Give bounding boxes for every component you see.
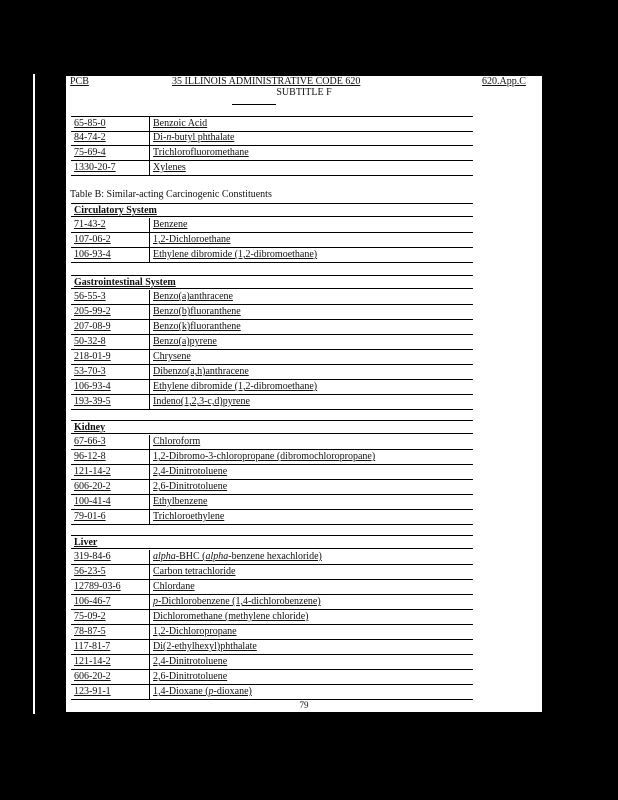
- table-b-caption: Table B: Similar-acting Carcinogenic Constituents: [70, 189, 272, 200]
- header-code: 35 ILLINOIS ADMINISTRATIVE CODE 620: [172, 76, 361, 87]
- cas-number: 79-01-6: [74, 511, 106, 522]
- header-section: 620.App.C: [482, 76, 526, 87]
- chemical-name: Chloroform: [149, 435, 477, 449]
- chemical-name: Benzo(a)anthracene: [149, 290, 477, 304]
- chemical-name: Dichloromethane (methylene chloride): [149, 610, 477, 624]
- table-row: [71, 465, 473, 480]
- cas-number: 1330-20-7: [74, 162, 116, 173]
- chemical-name: Chlordane: [149, 580, 477, 594]
- cas-number: 205-99-2: [74, 306, 111, 317]
- table-row: [71, 350, 473, 365]
- table-row: [71, 595, 473, 610]
- chemical-name: Di-n-butyl phthalate: [149, 131, 477, 145]
- table-row: [71, 233, 473, 248]
- cas-number: 75-69-4: [74, 147, 106, 158]
- table-row: [71, 146, 473, 161]
- cas-number: 65-85-0: [74, 118, 106, 129]
- table-row: [71, 218, 473, 233]
- cas-number: 96-12-8: [74, 451, 106, 462]
- table-row: [71, 320, 473, 335]
- chemical-name: Benzo(b)fluoranthene: [149, 305, 477, 319]
- chemical-name: Xylenes: [149, 161, 477, 175]
- scan-edge: [33, 74, 35, 714]
- cas-number: 75-09-2: [74, 611, 106, 622]
- chemical-name: Di(2-ethylhexyl)phthalate: [149, 640, 477, 654]
- cas-number: 71-43-2: [74, 219, 106, 230]
- cas-number: 123-91-1: [74, 686, 111, 697]
- cas-number: 117-81-7: [74, 641, 111, 652]
- chemical-name: Dibenzo(a,h)anthracene: [149, 365, 477, 379]
- table-row: [71, 580, 473, 595]
- table-row: [71, 495, 473, 510]
- cas-number: 319-84-6: [74, 551, 111, 562]
- cas-number: 121-14-2: [74, 466, 111, 477]
- chemical-name: Benzene: [149, 218, 477, 232]
- chemical-name: Carbon tetrachloride: [149, 565, 477, 579]
- table-row: [71, 510, 473, 525]
- section-liver: Liver: [71, 535, 473, 549]
- cas-number: 56-55-3: [74, 291, 106, 302]
- section-circulatory: Circulatory System: [71, 203, 473, 217]
- table-row: [71, 670, 473, 685]
- chemical-name: 2,4-Dinitrotoluene: [149, 655, 477, 669]
- chemical-name: Trichlorofluoromethane: [149, 146, 477, 160]
- table-row: [71, 435, 473, 450]
- table-row: [71, 640, 473, 655]
- cas-number: 53-70-3: [74, 366, 106, 377]
- chemical-name: 2,4-Dinitrotoluene: [149, 465, 477, 479]
- chemical-name: alpha-BHC (alpha-benzene hexachloride): [149, 550, 477, 564]
- cas-number: 606-20-2: [74, 481, 111, 492]
- chemical-name: 2,6-Dinitrotoluene: [149, 480, 477, 494]
- chemical-name: Trichloroethylene: [149, 510, 477, 524]
- cas-number: 606-20-2: [74, 671, 111, 682]
- cas-number: 50-32-8: [74, 336, 106, 347]
- chemical-name: Benzoic Acid: [149, 117, 477, 131]
- table-row: [71, 395, 473, 410]
- chemical-name: 1,2-Dichloropropane: [149, 625, 477, 639]
- table-row: [71, 335, 473, 350]
- table-row: [71, 685, 473, 700]
- table-row: [71, 625, 473, 640]
- header-rule: [232, 104, 276, 105]
- page-number: 79: [299, 700, 309, 710]
- chemical-name: Benzo(k)fluoranthene: [149, 320, 477, 334]
- document-page: [66, 76, 542, 712]
- chemical-name: Ethylene dibromide (1,2-dibromoethane): [149, 248, 477, 262]
- table-row: [71, 450, 473, 465]
- table-row: [71, 116, 473, 132]
- table-row: [71, 365, 473, 380]
- chemical-name: 1,2-Dibromo-3-chloropropane (dibromochloropropane): [149, 450, 477, 464]
- chemical-name: Ethylene dibromide (1,2-dibromoethane): [149, 380, 477, 394]
- cas-number: 107-06-2: [74, 234, 111, 245]
- table-row: [71, 290, 473, 305]
- cas-number: 106-93-4: [74, 249, 111, 260]
- table-row: [71, 480, 473, 495]
- table-row: [71, 610, 473, 625]
- cas-number: 78-87-5: [74, 626, 106, 637]
- chemical-name: 1,2-Dichloroethane: [149, 233, 477, 247]
- table-row: [71, 161, 473, 176]
- cas-number: 67-66-3: [74, 436, 106, 447]
- cas-number: 218-01-9: [74, 351, 111, 362]
- cas-number: 121-14-2: [74, 656, 111, 667]
- table-row: [71, 565, 473, 580]
- cas-number: 100-41-4: [74, 496, 111, 507]
- section-kidney: Kidney: [71, 420, 473, 434]
- header-agency: PCB: [70, 76, 89, 87]
- section-gastrointestinal: Gastrointestinal System: [71, 275, 473, 289]
- chemical-name: 2,6-Dinitrotoluene: [149, 670, 477, 684]
- table-row: [71, 380, 473, 395]
- cas-number: 12789-03-6: [74, 581, 121, 592]
- chemical-name: Chrysene: [149, 350, 477, 364]
- chemical-name: Benzo(a)pyrene: [149, 335, 477, 349]
- header-subtitle: SUBTITLE F: [276, 87, 332, 98]
- table-row: [71, 248, 473, 263]
- cas-number: 193-39-5: [74, 396, 111, 407]
- cas-number: 106-46-7: [74, 596, 111, 607]
- cas-number: 106-93-4: [74, 381, 111, 392]
- table-row: [71, 550, 473, 565]
- chemical-name: p-Dichlorobenzene (1,4-dichlorobenzene): [149, 595, 477, 609]
- table-row: [71, 305, 473, 320]
- table-row: [71, 131, 473, 146]
- chemical-name: Ethylbenzene: [149, 495, 477, 509]
- cas-number: 84-74-2: [74, 132, 106, 143]
- cas-number: 207-08-9: [74, 321, 111, 332]
- chemical-name: 1,4-Dioxane (p-dioxane): [149, 685, 477, 699]
- cas-number: 56-23-5: [74, 566, 106, 577]
- chemical-name: Indeno(1,2,3-c,d)pyrene: [149, 395, 477, 409]
- table-row: [71, 655, 473, 670]
